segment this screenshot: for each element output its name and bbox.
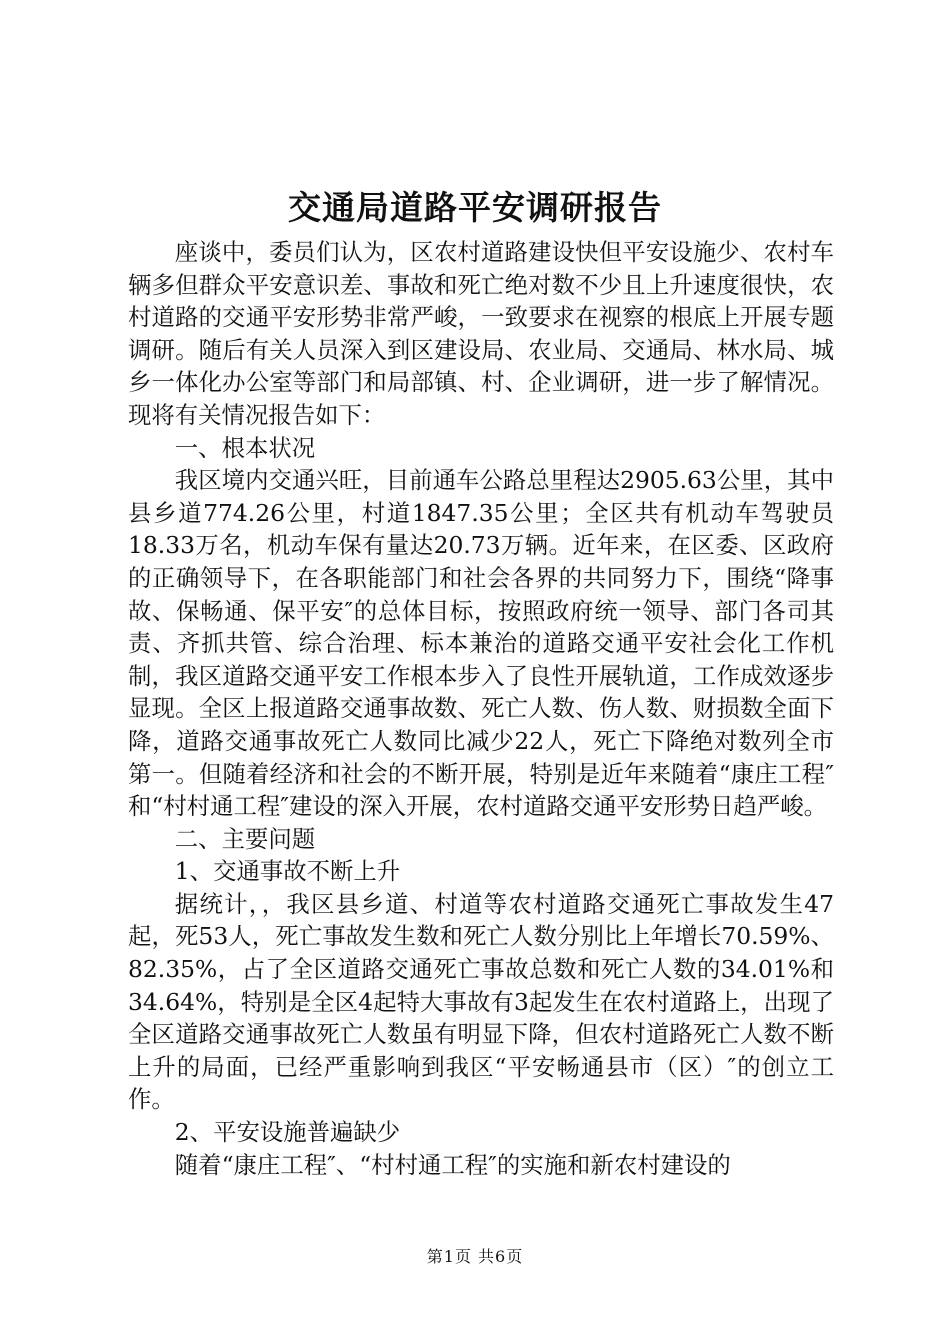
paragraph-intro: 座谈中，委员们认为，区农村道路建设快但平安设施少、农村车辆多但群众平安意识差、事故和死亡绝对数不少且上升速度很快，农村道路的交通平安形势非常严峻，一致要求在视察的根底上开展专题调研。随后有关人员深入到区建设局、农业局、交通局、林水局、城乡一体化办公室等部门和局部镇、村、企业调研，进一步了解情况。现将有关情况报告如下： [128, 238, 834, 429]
paragraph-facilities: 随着“康庄工程″、“村村通工程″的实施和新农村建设的 [174, 1150, 731, 1179]
page-title: 交通局道路平安调研报告 [288, 188, 662, 227]
section-heading-problems: 二、主要问题 [174, 824, 316, 853]
page-number: 第1页 共6页 [426, 1247, 524, 1266]
document-body [128, 236, 834, 1181]
section-heading-basic: 一、根本状况 [174, 433, 316, 462]
paragraph-accidents: 据统计，，我区县乡道、村道等农村道路交通死亡事故发生47起，死53人，死亡事故发生数和死亡人数分别比上年增长70.59%、82.35%，占了全区道路交通死亡事故总数和死亡人数的34.01%和34.64%，特别是全区4起特大事故有3起发生在农村道路上，出现了全区道路交通事故死亡人数虽有明显下降，但农村道路死亡人数不断上升的局面，已经严重影响到我区“平安畅通县市（区）″的创立工作。 [128, 889, 834, 1114]
paragraph-basic-situation: 我区境内交通兴旺，目前通车公路总里程达2905.63公里，其中县乡道774.26公里，村道1847.35公里；全区共有机动车驾驶员18.33万名，机动车保有量达20.73万辆。近年来，在区委、区政府的正确领导下，在各职能部门和社会各界的共同努力下，围绕“降事故、保畅通、保平安″的总体目标，按照政府统一领导、部门各司其责、齐抓共管、综合治理、标本兼治的道路交通平安社会化工作机制，我区道路交通平安工作根本步入了良性开展轨道，工作成效逐步显现。全区上报道路交通事故数、死亡人数、伤人数、财损数全面下降，道路交通事故死亡人数同比减少22人，死亡下降绝对数列全市第一。但随着经济和社会的不断开展，特别是近年来随着“康庄工程″和“村村通工程″建设的深入开展，农村道路交通平安形势日趋严峻。 [128, 466, 834, 821]
subheading-facilities: 2、平安设施普遍缺少 [174, 1118, 401, 1147]
subheading-accidents: 1、交通事故不断上升 [174, 857, 401, 886]
